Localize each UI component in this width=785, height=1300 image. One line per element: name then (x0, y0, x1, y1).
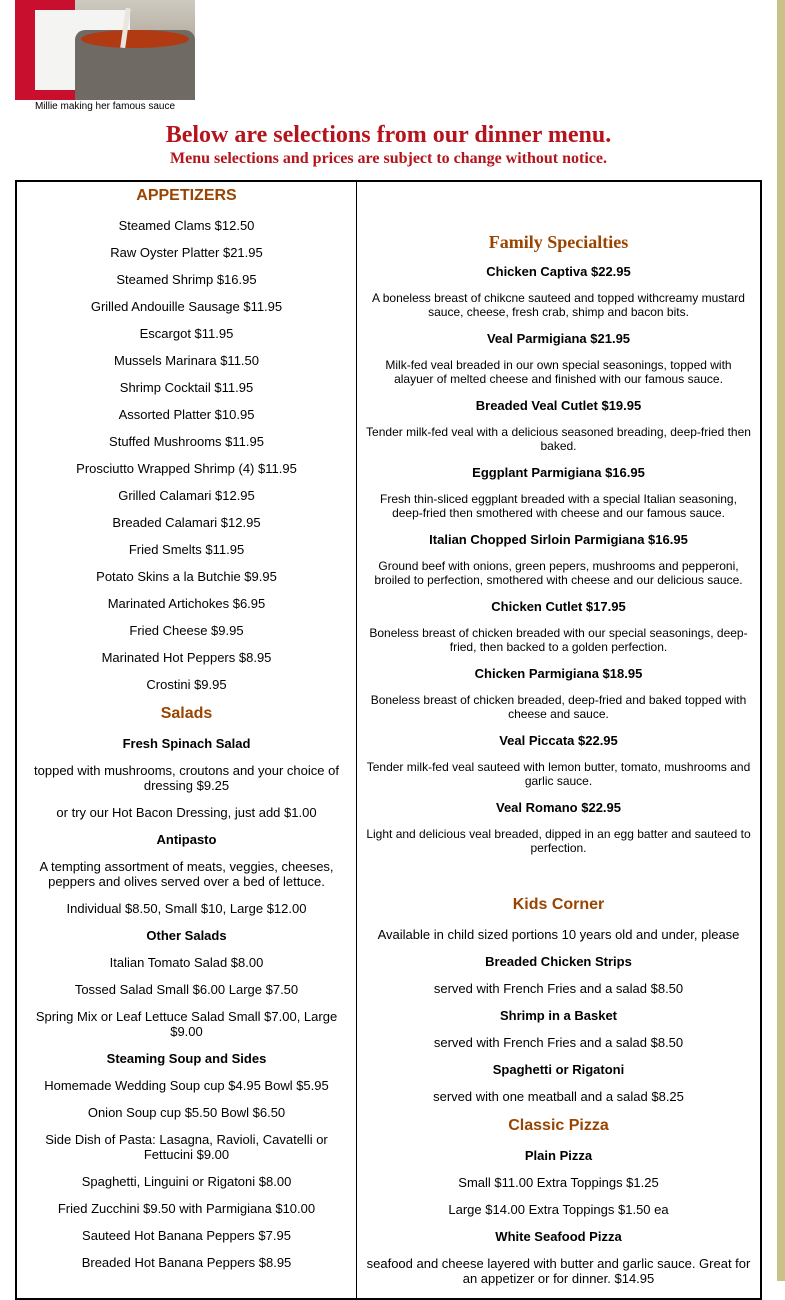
family-item-name: Chicken Captiva $22.95 (486, 264, 631, 279)
appetizer-item: Grilled Calamari $12.95 (118, 488, 255, 503)
appetizer-item: Marinated Hot Peppers $8.95 (101, 650, 272, 665)
appetizer-item: Shrimp Cocktail $11.95 (119, 380, 254, 395)
appetizer-item: Assorted Platter $10.95 (118, 407, 255, 422)
appetizer-item: Potato Skins a la Butchie $9.95 (96, 569, 277, 584)
kids-corner-heading: Kids Corner (512, 896, 605, 913)
kids-item-name: Shrimp in a Basket (499, 1008, 618, 1023)
spinach-salad-extra: or try our Hot Bacon Dressing, just add $1.00 (56, 805, 317, 820)
soup-side-item: Spaghetti, Linguini or Rigatoni $8.00 (81, 1174, 292, 1189)
kids-item-desc: served with French Fries and a salad $8.50 (433, 981, 684, 996)
salads-heading: Salads (160, 705, 213, 722)
soup-side-item: Sauteed Hot Banana Peppers $7.95 (82, 1228, 291, 1243)
plain-pizza-title: Plain Pizza (524, 1148, 593, 1163)
kids-item-name: Breaded Chicken Strips (485, 954, 632, 969)
appetizer-item: Mussels Marinara $11.50 (114, 353, 259, 368)
family-item-name: Chicken Parmigiana $18.95 (474, 666, 643, 681)
classic-pizza-heading: Classic Pizza (508, 1117, 609, 1134)
family-item-name: Italian Chopped Sirloin Parmigiana $16.95 (429, 532, 688, 547)
soup-side-item: Breaded Hot Banana Peppers $8.95 (81, 1255, 292, 1270)
other-salads-title: Other Salads (146, 928, 227, 943)
other-salad-item: Italian Tomato Salad $8.00 (109, 955, 264, 970)
other-salad-item: Spring Mix or Leaf Lettuce Salad Small $7.00, Large $9.00 (35, 1009, 338, 1039)
soup-side-item: Side Dish of Pasta: Lasagna, Ravioli, Cavatelli or Fettucini $9.00 (45, 1132, 328, 1162)
family-item-desc: Fresh thin-sliced eggplant breaded with a special Italian seasoning, deep-fried then smothered with cheese and our famous sauce. (380, 492, 737, 520)
antipasto-title: Antipasto (156, 832, 217, 847)
appetizer-item: Grilled Andouille Sausage $11.95 (90, 299, 283, 314)
family-item-name: Veal Piccata $22.95 (499, 733, 618, 748)
soup-side-item: Onion Soup cup $5.50 Bowl $6.50 (87, 1105, 286, 1120)
appetizer-item: Fried Cheese $9.95 (129, 623, 244, 638)
appetizer-item: Raw Oyster Platter $21.95 (110, 245, 263, 260)
spinach-salad-title: Fresh Spinach Salad (122, 736, 251, 751)
family-item-name: Chicken Cutlet $17.95 (491, 599, 626, 614)
appetizer-item: Steamed Shrimp $16.95 (116, 272, 257, 287)
appetizers-heading: APPETIZERS (136, 187, 237, 204)
appetizer-item: Stuffed Mushrooms $11.95 (109, 434, 264, 449)
kids-item-name: Spaghetti or Rigatoni (492, 1062, 625, 1077)
seafood-pizza-title: White Seafood Pizza (495, 1229, 622, 1244)
family-item-name: Eggplant Parmigiana $16.95 (472, 465, 645, 480)
menu-subline: Menu selections and prices are subject to change without notice. (170, 150, 607, 167)
spinach-salad-desc: topped with mushrooms, croutons and your choice of dressing $9.25 (34, 763, 339, 793)
family-item-desc: Tender milk-fed veal sauteed with lemon butter, tomato, mushrooms and garlic sauce. (366, 760, 751, 788)
appetizer-item: Marinated Artichokes $6.95 (107, 596, 266, 611)
other-salad-item: Tossed Salad Small $6.00 Large $7.50 (74, 982, 299, 997)
left-menu-column (16, 181, 357, 1299)
appetizer-item: Steamed Clams $12.50 (118, 218, 255, 233)
plain-pizza-large: Large $14.00 Extra Toppings $1.50 ea (448, 1202, 669, 1217)
sauce-photo (15, 0, 195, 100)
family-item-desc: Light and delicious veal breaded, dipped in an egg batter and sauteed to perfection. (366, 827, 751, 855)
soup-side-item: Homemade Wedding Soup cup $4.95 Bowl $5.95 (44, 1078, 329, 1093)
kids-item-desc: served with one meatball and a salad $8.25 (433, 1089, 684, 1104)
plain-pizza-small: Small $11.00 Extra Toppings $1.25 (458, 1175, 659, 1190)
family-item-desc: Tender milk-fed veal with a delicious seasoned breading, deep-fried then baked. (366, 425, 751, 453)
appetizer-item: Fried Smelts $11.95 (128, 542, 245, 557)
seafood-pizza-desc: seafood and cheese layered with butter and garlic sauce. Great for an appetizer or for dinner. $14.95 (366, 1256, 751, 1286)
family-item-desc: Milk-fed veal breaded in our own special seasonings, topped with alayuer of melted cheese and finished with our famous sauce. (385, 358, 732, 386)
family-item-name: Veal Romano $22.95 (495, 800, 621, 815)
family-item-desc: Boneless breast of chicken breaded, deep-fried and baked topped with cheese and sauce. (370, 693, 747, 721)
page-border-bar (777, 0, 785, 1281)
appetizer-item: Crostini $9.95 (146, 677, 227, 692)
family-item-name: Breaded Veal Cutlet $19.95 (475, 398, 642, 413)
kids-intro: Available in child sized portions 10 years old and under, please (377, 927, 740, 942)
kids-item-desc: served with French Fries and a salad $8.50 (433, 1035, 684, 1050)
family-item-desc: A boneless breast of chikcne sauteed and topped withcreamy mustard sauce, cheese, fresh crab, shimp and bacon bits. (372, 291, 745, 319)
dinner-menu-table (15, 180, 762, 1300)
soup-sides-title: Steaming Soup and Sides (106, 1051, 267, 1066)
appetizer-item: Escargot $11.95 (139, 326, 234, 341)
sauce-photo-block (15, 0, 195, 112)
antipasto-desc: A tempting assortment of meats, veggies, cheeses, peppers and olives served over a bed of lettuce. (39, 859, 334, 889)
right-menu-column (357, 181, 762, 1299)
appetizer-item: Breaded Calamari $12.95 (112, 515, 261, 530)
appetizer-item: Prosciutto Wrapped Shrimp (4) $11.95 (76, 461, 297, 476)
menu-headline: Below are selections from our dinner menu. (165, 122, 612, 148)
family-item-desc: Boneless breast of chicken breaded with our special seasonings, deep-fried, then backed to a golden perfection. (369, 626, 748, 654)
antipasto-price: Individual $8.50, Small $10, Large $12.00 (66, 901, 307, 916)
family-specialties-heading: Family Specialties (488, 232, 629, 252)
soup-side-item: Fried Zucchini $9.50 with Parmigiana $10.00 (57, 1201, 316, 1216)
family-item-desc: Ground beef with onions, green pepers, mushrooms and pepperoni, broiled to perfection, smothered with cheese and our delicious sauce. (374, 559, 743, 587)
family-item-name: Veal Parmigiana $21.95 (486, 331, 631, 346)
photo-caption: Millie making her famous sauce (34, 101, 176, 112)
